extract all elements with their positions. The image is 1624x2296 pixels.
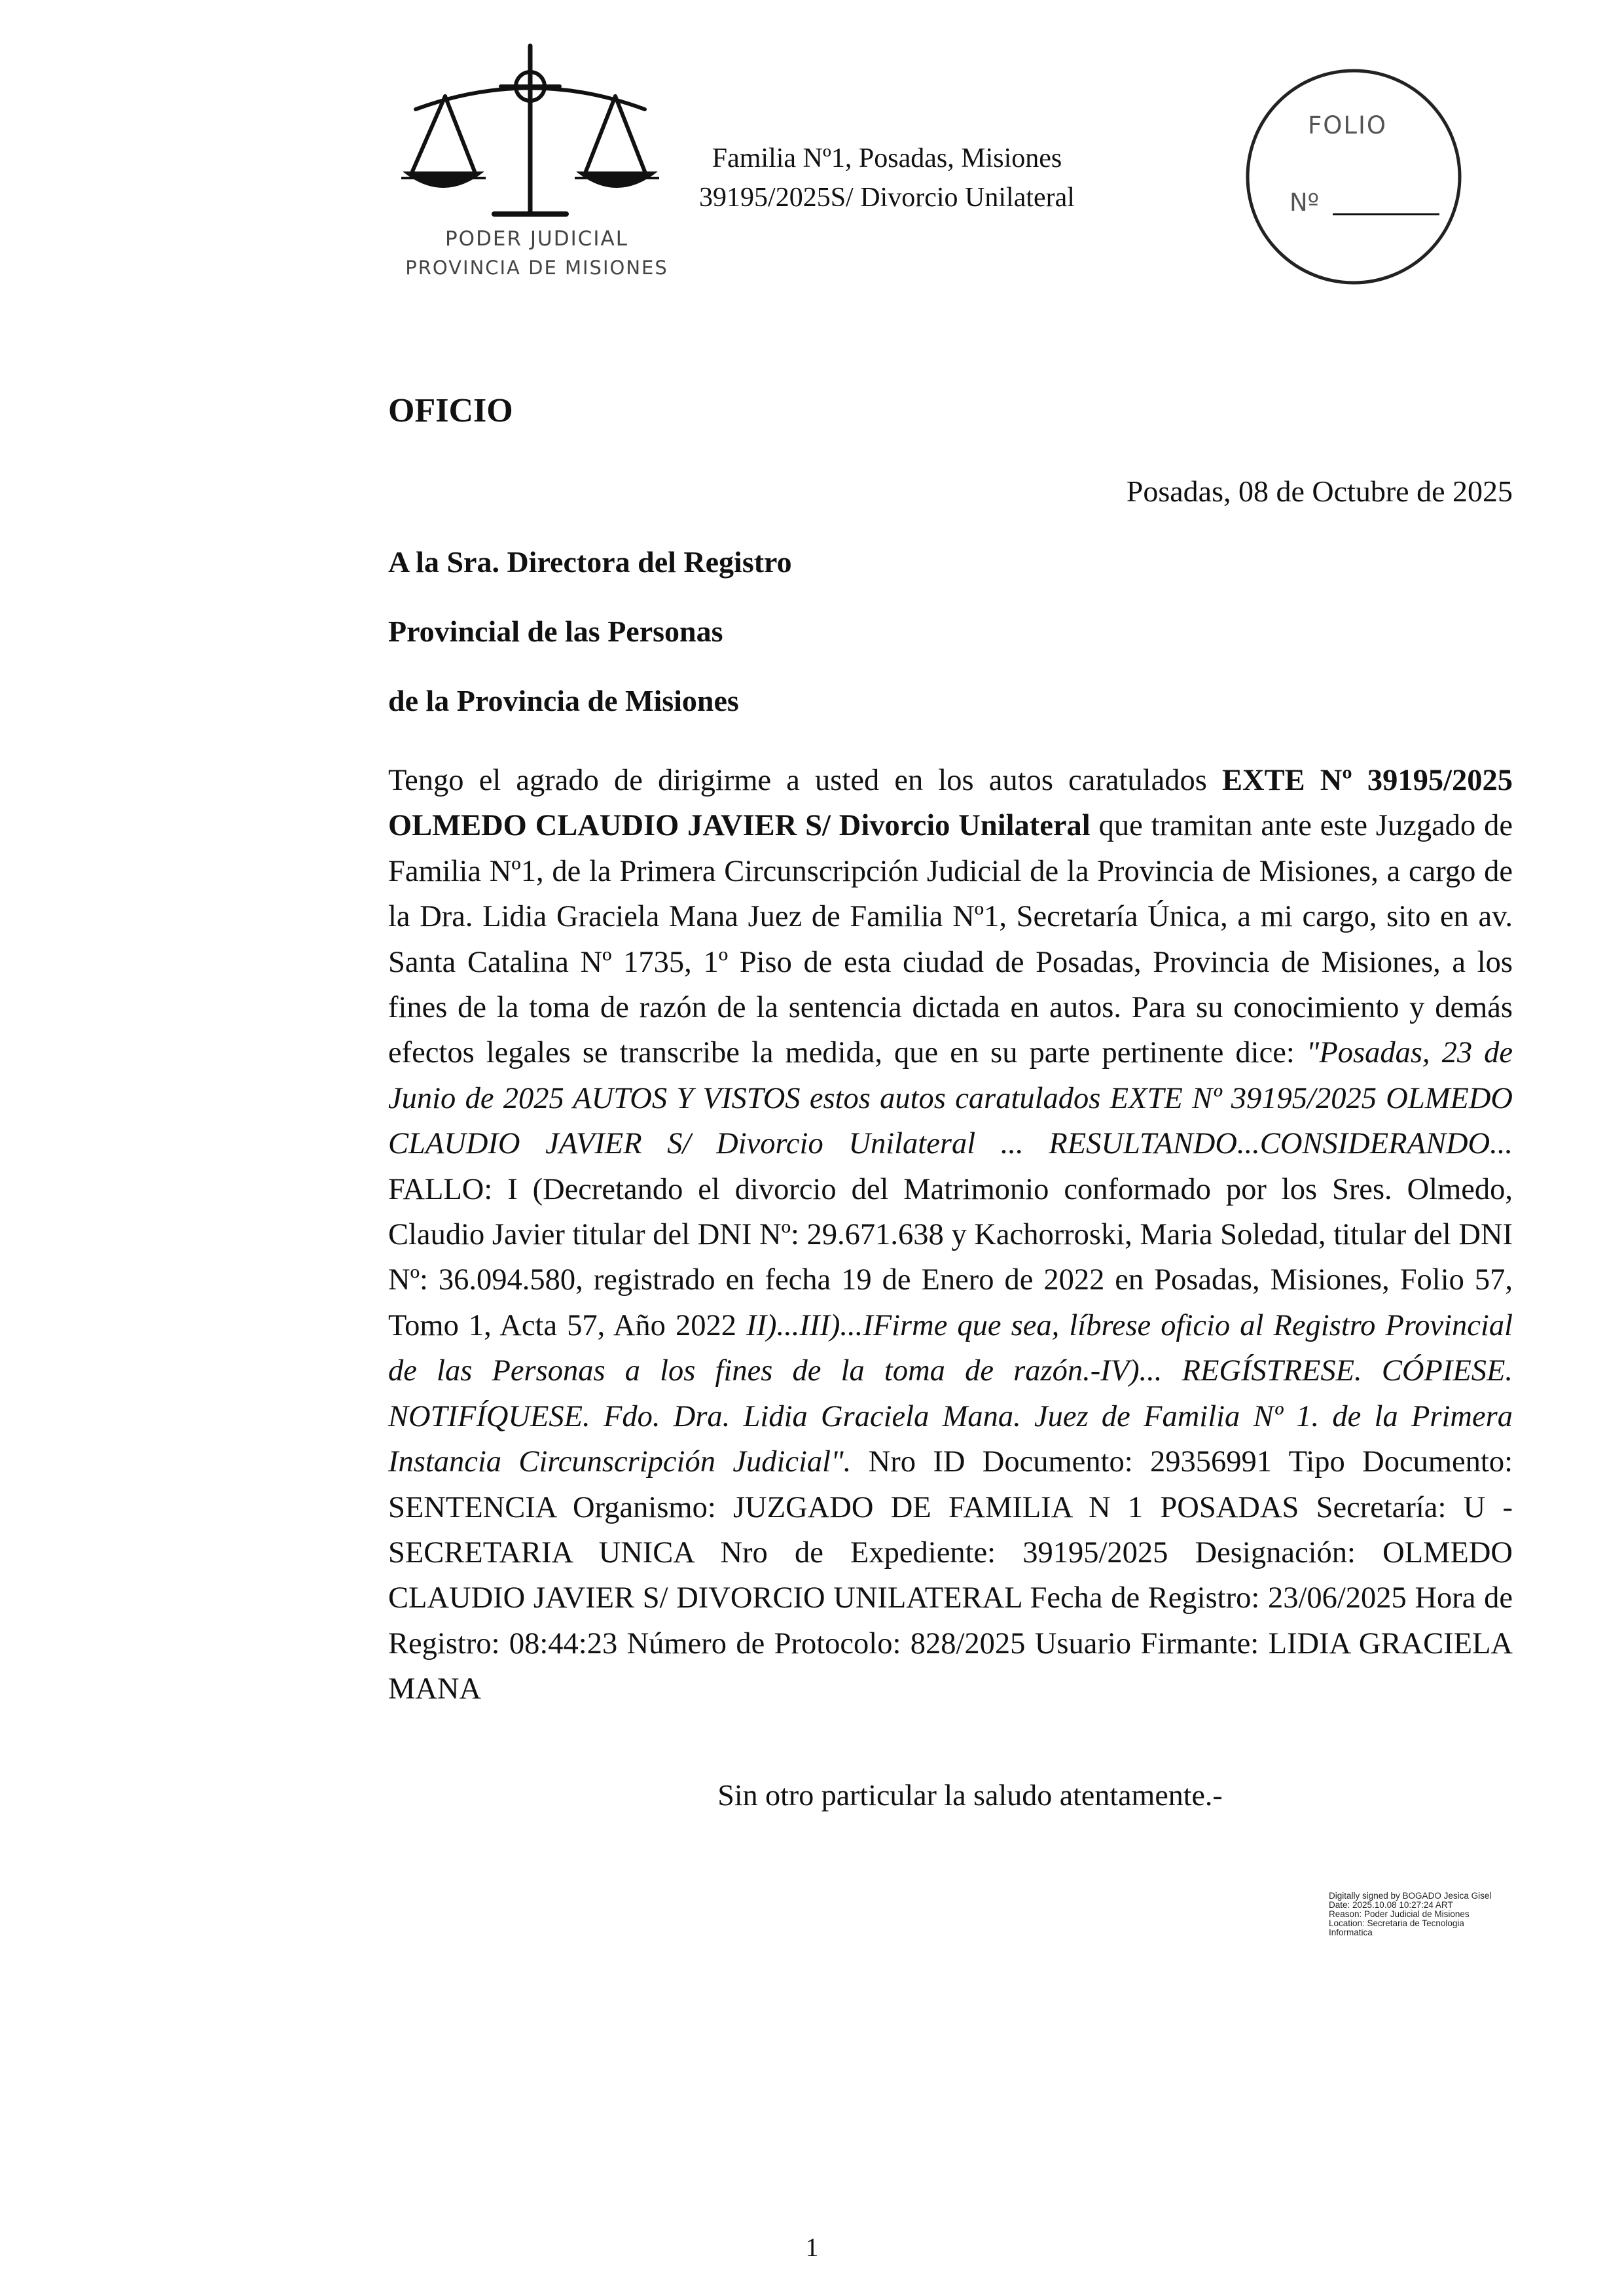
signature-line-3: Reason: Poder Judicial de Misiones [1329,1909,1470,1919]
document-title: OFICIO [388,392,513,429]
sentence-fallo: FALLO: I (Decretando el divorcio del Matrimonio conformado por los Sres. Olmedo, Claudio Javier titular del DNI Nº: 29.671.638 y Kachorroski, Maria Soledad, titular del DNI Nº: 36.094.580, registrado en fecha 19 de Enero de 2022 en Posadas, Misiones, Folio 57, Tomo 1, Acta 57, Año 2022 [388,1172,1513,1342]
recipient-line-3: de la Provincia de Misiones [388,684,739,717]
sentence-quote-2: II)...III)...IFirme que sea, líbrese oficio al Registro Provincial de las Personas a los fines de la toma de razón.-IV)... REGÍSTRESE. CÓPIESE. NOTIFÍQUESE. Fdo. Dra. Lidia Graciela Mana. Juez de Familia Nº 1. de la Primera Instancia Circunscripción Judicial". [388,1308,1513,1479]
digital-signature [1329,1892,1545,1937]
signature-line-2: Date: 2025.10.08 10:27:24 ART [1329,1900,1453,1910]
closing-line: Sin otro particular la saludo atentamente.- [717,1778,1223,1812]
case-title: EXTE Nº 39195/2025 OLMEDO CLAUDIO JAVIER S/ Divorcio Unilateral [388,764,1513,843]
document-metadata: Nro ID Documento: 29356991 Tipo Documento: SENTENCIA Organismo: JUZGADO DE FAMILIA N 1 POSADAS Secretaría: U - SECRETARIA UNICA Nro de Expediente: 39195/2025 Designación: OLMEDO CLAUDIO JAVIER S/ DIVORCIO UNILATERAL Fecha de Registro: 23/06/2025 Hora de Registro: 08:44:23 Número de Protocolo: 828/2025 Usuario Firmante: LIDIA GRACIELA MANA [388,1445,1513,1706]
body-intro: Tengo el agrado de dirigirme a usted en los autos caratulados [388,764,1222,797]
body-paragraph [388,758,1513,1712]
folio-number-blank [1333,213,1439,215]
logo-text-line2: PROVINCIA DE MISIONES [405,257,668,279]
folio-number-label: Nº [1290,188,1320,217]
folio-label: FOLIO [1308,111,1388,139]
recipient-line-1: A la Sra. Directora del Registro [388,545,792,579]
page-number: 1 [805,2233,819,2262]
signature-line-5: Informatica [1329,1928,1373,1937]
signature-line-1: Digitally signed by BOGADO Jesica Gisel [1329,1891,1492,1901]
recipient-line-2: Provincial de las Personas [388,615,723,648]
sentence-quote-1: "Posadas, 23 de Junio de 2025 AUTOS Y VISTOS estos autos caratulados EXTE Nº 39195/2025 OLMEDO CLAUDIO JAVIER S/ Divorcio Unilateral ... RESULTANDO...CONSIDERANDO... [388,1036,1513,1161]
signature-line-4: Location: Secretaria de Tecnologia [1329,1918,1464,1928]
court-header [694,139,1080,217]
folio-stamp [1242,65,1465,288]
logo-text-line1: PODER JUDICIAL [444,227,629,251]
folio-circle [1242,65,1465,288]
body-middle: que tramitan ante este Juzgado de Familia Nº1, de la Primera Circunscripción Judicial de la Provincia de Misiones, a cargo de la Dra. Lidia Graciela Mana Juez de Familia Nº1, Secretaría Única, a mi cargo, sito en av. Santa Catalina Nº 1735, 1º Piso de esta ciudad de Posadas, Provincia de Misiones, a los fines de la toma de razón de la sentencia dictada en autos. Para su conocimiento y demás efectos legales se transcribe la medida, que en su parte pertinente dice: [388,809,1513,1070]
poder-judicial-logo [396,41,677,289]
case-reference: 39195/2025S/ Divorcio Unilateral [699,183,1075,213]
document-date: Posadas, 08 de Octubre de 2025 [1126,475,1513,508]
scales-of-justice-icon [396,41,677,257]
court-name: Familia Nº1, Posadas, Misiones [712,143,1062,173]
